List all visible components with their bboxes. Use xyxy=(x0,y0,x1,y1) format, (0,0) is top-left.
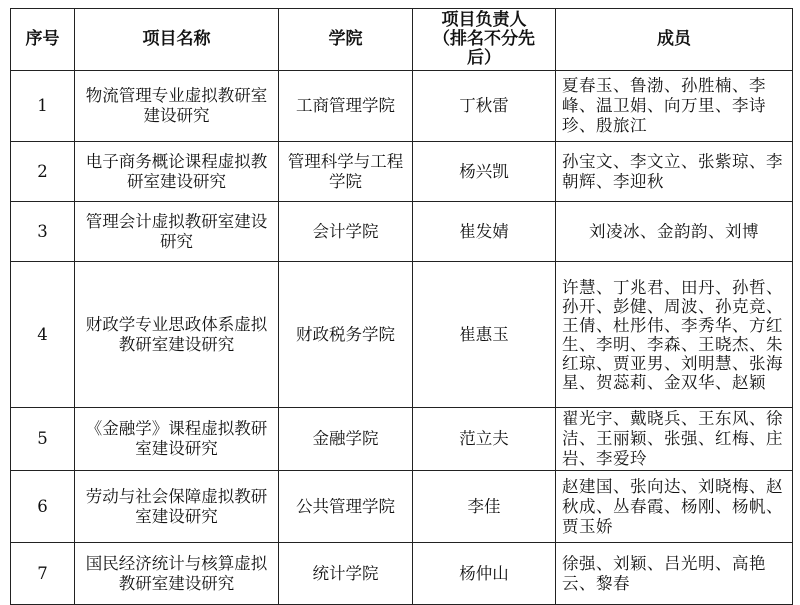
project-name: 劳动与社会保障虚拟教研室建设研究 xyxy=(75,471,279,543)
project-name: 管理会计虚拟教研室建设研究 xyxy=(75,202,279,262)
members: 赵建国、张向达、刘晓梅、赵秋成、丛春霞、杨刚、杨帆、贾玉娇 xyxy=(556,471,793,543)
college: 财政税务学院 xyxy=(279,262,413,408)
members: 刘凌冰、金韵韵、刘博 xyxy=(556,202,793,262)
college: 公共管理学院 xyxy=(279,471,413,543)
project-lead: 杨兴凯 xyxy=(413,142,556,202)
members: 许慧、丁兆君、田丹、孙哲、孙开、彭健、周波、孙克竞、王倩、杜彤伟、李秀华、方红生、李明、李森、王晓杰、朱红琼、贾亚男、刘明慧、张海星、贺蕊莉、金双华、赵颖 xyxy=(556,262,793,408)
project-name: 《金融学》课程虚拟教研室建设研究 xyxy=(75,408,279,471)
members: 徐强、刘颖、吕光明、高艳云、黎春 xyxy=(556,543,793,605)
project-name: 电子商务概论课程虚拟教研室建设研究 xyxy=(75,142,279,202)
row-number: 1 xyxy=(11,71,75,142)
project-lead: 杨仲山 xyxy=(413,543,556,605)
header-college: 学院 xyxy=(279,9,413,71)
project-name: 国民经济统计与核算虚拟教研室建设研究 xyxy=(75,543,279,605)
row-number: 5 xyxy=(11,408,75,471)
project-lead: 崔惠玉 xyxy=(413,262,556,408)
table-row xyxy=(11,543,793,605)
header-project-name: 项目名称 xyxy=(75,9,279,71)
college: 工商管理学院 xyxy=(279,71,413,142)
members: 孙宝文、李文立、张紫琼、李朝辉、李迎秋 xyxy=(556,142,793,202)
header-lead: 项目负责人（排名不分先后） xyxy=(413,9,556,71)
table-row xyxy=(11,71,793,142)
college: 管理科学与工程学院 xyxy=(279,142,413,202)
project-name: 物流管理专业虚拟教研室建设研究 xyxy=(75,71,279,142)
project-lead: 崔发婧 xyxy=(413,202,556,262)
header-members: 成员 xyxy=(556,9,793,71)
row-number: 6 xyxy=(11,471,75,543)
row-number: 3 xyxy=(11,202,75,262)
header-no: 序号 xyxy=(11,9,75,71)
row-number: 2 xyxy=(11,142,75,202)
members: 翟光宇、戴晓兵、王东风、徐洁、王丽颖、张强、红梅、庄岩、李爱玲 xyxy=(556,408,793,471)
project-lead: 丁秋雷 xyxy=(413,71,556,142)
header-row xyxy=(11,9,793,71)
table-row xyxy=(11,202,793,262)
table-row xyxy=(11,262,793,408)
table-row xyxy=(11,471,793,543)
project-lead: 李佳 xyxy=(413,471,556,543)
members: 夏春玉、鲁渤、孙胜楠、李峰、温卫娟、向万里、李诗珍、殷旅江 xyxy=(556,71,793,142)
row-number: 4 xyxy=(11,262,75,408)
college: 统计学院 xyxy=(279,543,413,605)
table-row xyxy=(11,408,793,471)
project-name: 财政学专业思政体系虚拟教研室建设研究 xyxy=(75,262,279,408)
college: 会计学院 xyxy=(279,202,413,262)
college: 金融学院 xyxy=(279,408,413,471)
table-row xyxy=(11,142,793,202)
row-number: 7 xyxy=(11,543,75,605)
project-table xyxy=(10,8,793,605)
project-lead: 范立夫 xyxy=(413,408,556,471)
